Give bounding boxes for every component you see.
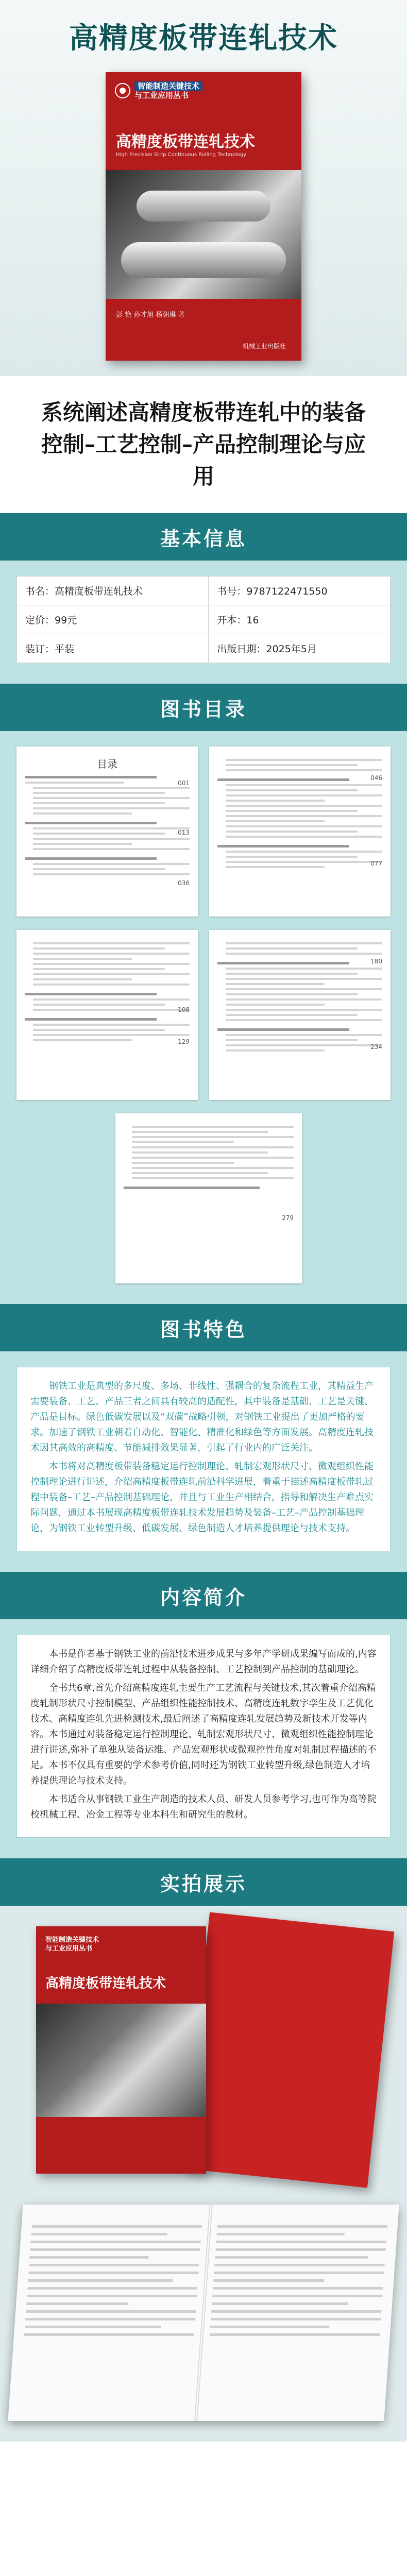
- table-cell: 装订：平装: [17, 634, 209, 663]
- section-title: 图书目录: [160, 698, 247, 721]
- tagline: 系统阐述高精度板带连轧中的装备控制–工艺控制–产品控制理论与应用: [0, 376, 407, 513]
- table-row: [17, 605, 391, 634]
- book-title: 高精度板带连轧技术: [45, 1976, 166, 1991]
- toc-body: [0, 731, 407, 1304]
- paragraph: 本书将对高精度板带装备稳定运行控制理论、轧制宏观形状尺寸、微观组织性能控制理论进行讲述，介绍高精度板带连轧前沿科学进展，着重于描述高精度板带轧过程中装备–工艺–产品控制基础理论，并且与工业生产相结合，指导和解决生产难点实际问题，通过本书展现高精度板带连轧技术发展趋势及装备–工艺–产品控制基础理论，为钢铁工业转型升级、低碳发展、绿色制造人才培养提供理论与技术支持。: [30, 1461, 374, 1534]
- open-book-photo: [8, 2205, 399, 2421]
- section-header-basic-info: [0, 513, 407, 561]
- series-line1: 智能制造关键技术: [134, 81, 202, 91]
- gear-icon: [115, 83, 130, 98]
- book-title: 高精度板带连轧技术: [116, 133, 255, 151]
- section-header-showcase: [0, 1858, 407, 1906]
- book-publisher: 机械工业出版社: [242, 343, 286, 350]
- section-header-toc: [0, 684, 407, 731]
- book-subtitle: High Precision Strip Continuous Rolling Technology: [116, 152, 247, 158]
- page-number: 180: [370, 958, 382, 965]
- roller-shape: [137, 191, 270, 222]
- page-number: 108: [178, 1006, 190, 1013]
- table-cell: 出版日期：2025年5月: [209, 634, 391, 663]
- page-number: 013: [178, 829, 190, 836]
- hero-section: [0, 0, 407, 376]
- page-number: 129: [178, 1038, 190, 1045]
- features-body: [0, 1351, 407, 1572]
- cover-photo: [36, 2004, 206, 2117]
- book-authors: 彭 艳 孙才旭 杨朝琳 著: [116, 311, 185, 319]
- book-back-photo: [183, 1912, 394, 2188]
- section-header-features: [0, 1304, 407, 1351]
- toc-page: [16, 747, 198, 917]
- page-number: 001: [178, 779, 190, 787]
- table-cell: 定价：99元: [17, 605, 209, 634]
- toc-page: [16, 930, 198, 1100]
- paragraph: 全书共6章,首先介绍高精度连轧主要生产工艺流程与关键技术,其次着重介绍高精度轧制形状尺寸控制模型、产品组织性能控制技术、高精度连轧数字孪生及工艺优化技术、高精度连轧先进检测技术,最后阐述了高精度连轧发展趋势及新技术开发等内容。本书通过对装备稳定运行控制理论、轧制宏观形状尺寸、微观组织性能控制理论进行讲述,弥补了单独从装备运维、产品宏观形状或微观控性角度对轧制过程描述的不足。本书不仅具有重要的学术参考价值,同时还为钢铁工业转型升级,绿色制造人才培养提供理论与技术支持。: [30, 1683, 377, 1786]
- book-front-photo: [36, 1926, 206, 2174]
- series-line2: 与工业应用丛书: [45, 1945, 93, 1953]
- toc-heading: 目录: [97, 758, 117, 770]
- toc-page: [115, 1113, 302, 1283]
- showcase-photos: [0, 1906, 407, 2442]
- intro-body: [0, 1619, 407, 1858]
- paragraph: 本书适合从事钢铁工业生产制造的技术人员、研发人员参考学习,也可作为高等院校机械工程、冶金工程等专业本科生和研究生的教材。: [30, 1794, 377, 1820]
- features-text: [16, 1367, 391, 1551]
- toc-page: [209, 930, 391, 1100]
- table-cell: 书名：高精度板带连轧技术: [17, 577, 209, 605]
- page-number: 279: [282, 1214, 294, 1222]
- series-badge: [115, 81, 202, 100]
- page-number: 036: [178, 879, 190, 887]
- cover-photo: [106, 170, 301, 299]
- paragraph: 本书是作者基于钢铁工业的前沿技术进步成果与多年产学研成果编写而成的,内容详细介绍了高精度板带连轧过程中从装备控制、工艺控制到产品控制的基础理论。: [30, 1649, 377, 1675]
- page-number: 077: [370, 860, 382, 867]
- table-cell: 开本：16: [209, 605, 391, 634]
- hero-title: 高精度板带连轧技术: [69, 22, 338, 55]
- section-title: 图书特色: [160, 1318, 247, 1341]
- section-header-intro: [0, 1572, 407, 1619]
- section-title: 基本信息: [160, 527, 247, 550]
- table-cell: 书号：9787122471550: [209, 577, 391, 605]
- intro-text: [16, 1635, 391, 1838]
- basic-info-body: [0, 561, 407, 684]
- roller-shape: [121, 242, 286, 278]
- section-title: 内容简介: [160, 1586, 247, 1609]
- series-line2: 与工业应用丛书: [134, 91, 189, 100]
- table-row: [17, 577, 391, 605]
- page-number: 234: [370, 1043, 382, 1050]
- series-line1: 智能制造关键技术: [45, 1936, 99, 1944]
- paragraph: 钢铁工业是典型的多尺度、多场、非线性、强耦合的复杂流程工业，其精益生产需要装备、工艺、产品三者之间具有较高的适配性，其中装备是基础、工艺是关键、产品是目标。绿色低碳发展以及“双碳”战略引领，对钢铁工业提出了更加严格的要求。加速了钢铁工业朝着自动化、智能化、精准化和绿色等方面发展。高精度连轧技术因其高效的高精度、节能减排效果显著，引起了行业内的广泛关注。: [30, 1381, 374, 1453]
- basic-info-table: [16, 576, 391, 663]
- page-number: 046: [370, 774, 382, 782]
- table-row: [17, 634, 391, 663]
- toc-page: [209, 747, 391, 917]
- book-cover: [106, 72, 301, 361]
- section-title: 实拍展示: [160, 1872, 247, 1895]
